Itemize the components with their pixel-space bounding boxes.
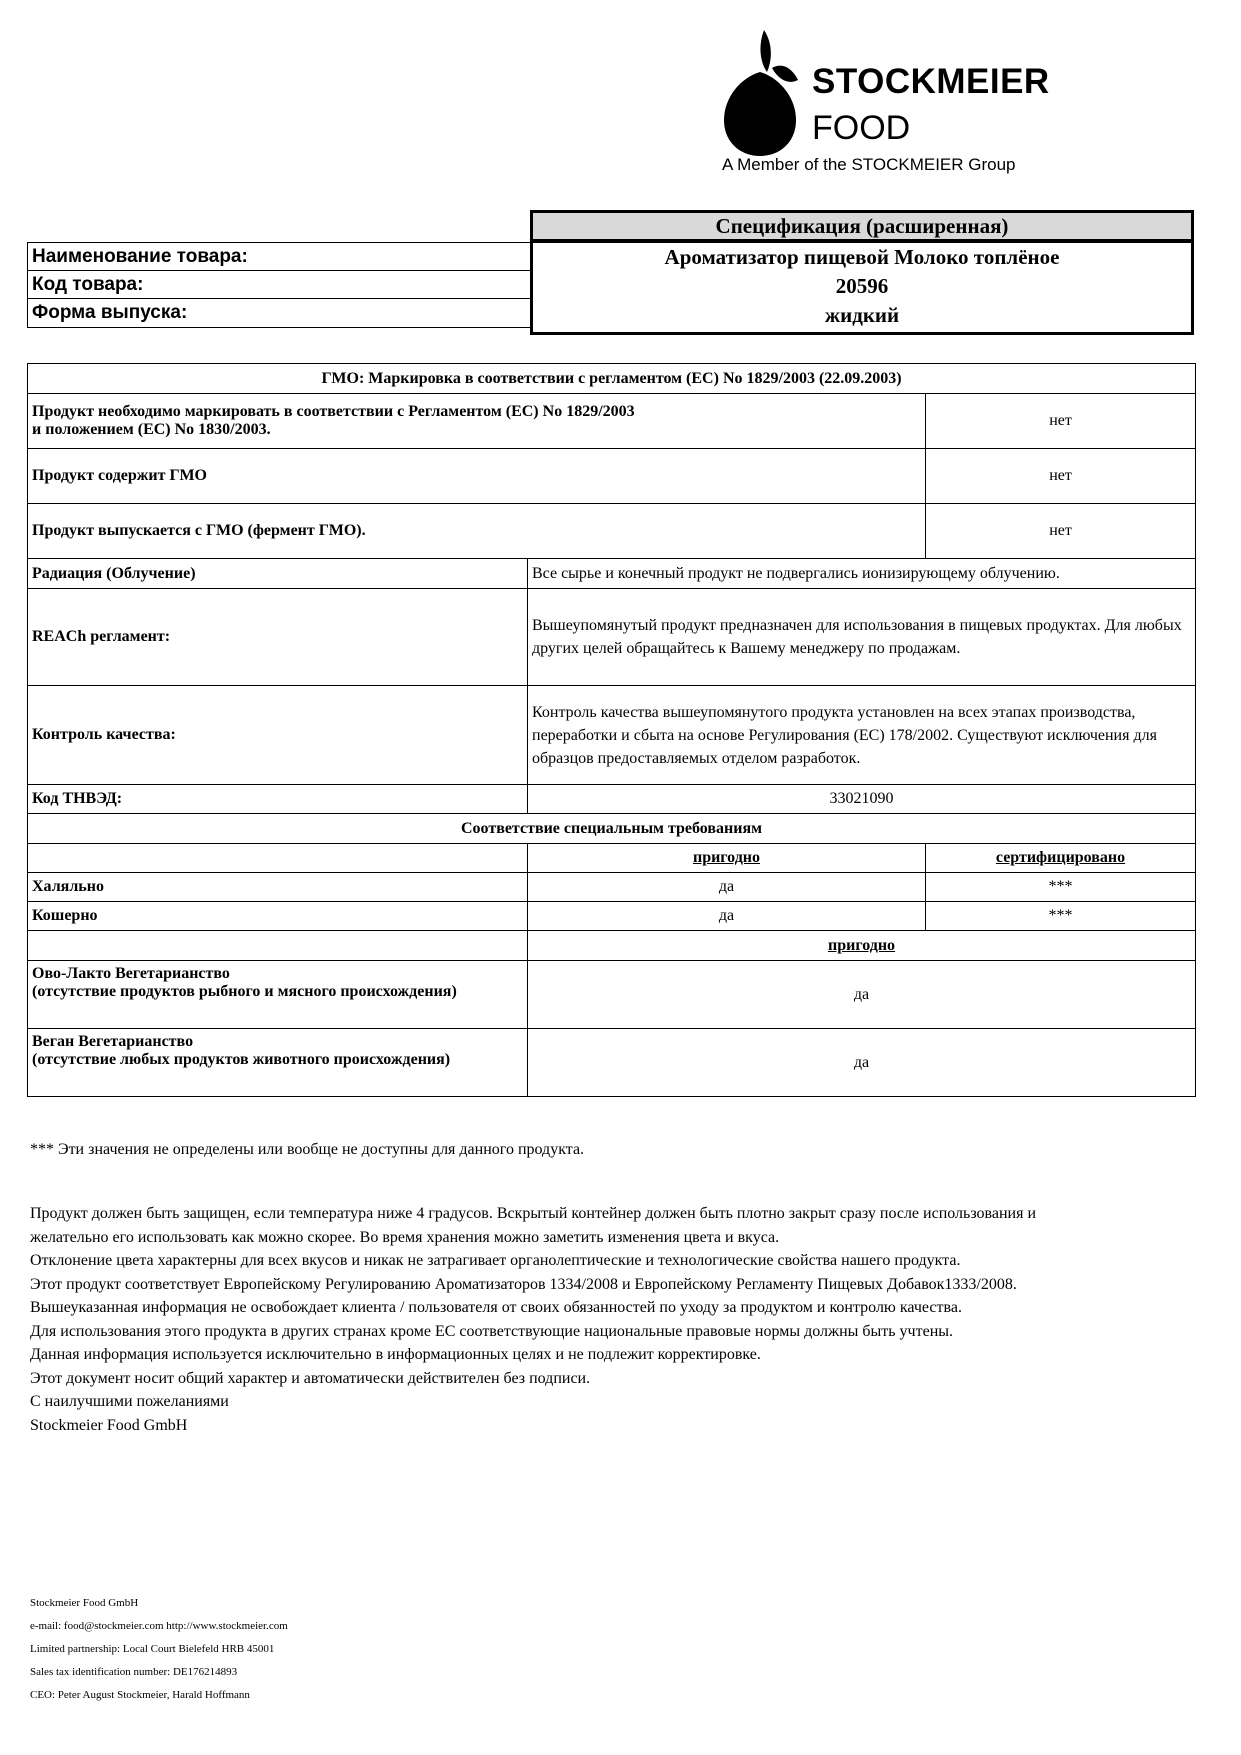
body-line: Продукт должен быть защищен, если температура ниже 4 градусов. Вскрытый контейнер должен быть плотно закрыт сразу после использования и [30, 1205, 1037, 1222]
quality-value: Контроль качества вышеупомянутого продукта установлен на всех этапах производства, переработки и сбыта на основе Регулирования (ЕС) 178/2002. Существуют исключения для образцов предоставляемых отделом разработок. [528, 686, 1196, 785]
radiation-label: Радиация (Облучение) [28, 559, 528, 589]
footer [30, 1592, 288, 1707]
footer-ceo: CEO: Peter August Stockmeier, Harald Hoffmann [30, 1689, 250, 1701]
kosher-label: Кошерно [28, 902, 528, 931]
body-line: желательно его использовать как можно скорее. Во время хранения можно заметить изменения цвета и вкуса. [30, 1228, 780, 1246]
special-title: Соответствие специальным требованиям [28, 814, 1196, 844]
gmo-row-label: Продукт содержит ГМО [28, 449, 926, 504]
footer-company: Stockmeier Food GmbH [30, 1597, 139, 1609]
body-line: Для использования этого продукта в других странах кроме ЕС соответствующие национальные правовые нормы должны быть учтены. [30, 1322, 954, 1340]
tnved-value: 33021090 [528, 785, 1196, 814]
product-name-value: Ароматизатор пищевой Молоко топлёное [664, 245, 1060, 269]
asterisk-note: *** Эти значения не определены или вообще не доступны для данного продукта. [30, 1141, 585, 1158]
reach-label: REACh регламент: [28, 589, 528, 686]
kosher-suitable: да [528, 902, 926, 931]
product-form-value: жидкий [824, 303, 900, 327]
gmo-row-value: нет [926, 504, 1196, 559]
footer-vat: Sales tax identification number: DE176214893 [30, 1666, 238, 1678]
body-line: Отклонение цвета характерны для всех вкусов и никак не затрагивает органолептические и технологические свойства нашего продукта. [30, 1252, 961, 1269]
gmo-title: ГМО: Маркировка в соответствии с регламентом (ЕС) No 1829/2003 (22.09.2003) [28, 364, 1196, 394]
spec-table [27, 363, 1196, 1097]
body-text [30, 1202, 1200, 1437]
radiation-value: Все сырье и конечный продукт не подвергались ионизирующему облучению. [528, 559, 1196, 589]
ovo-lacto-title: Ово-Лакто Вегетарианство [32, 965, 230, 982]
product-name-label: Наименование товара: [28, 243, 531, 271]
footer-court: Limited partnership: Local Court Bielefeld HRB 45001 [30, 1643, 275, 1655]
col-certified: сертифицировано [926, 844, 1196, 873]
footer-contact: e-mail: food@stockmeier.com http://www.stockmeier.com [30, 1620, 288, 1632]
vegan-title: Веган Вегетарианство [32, 1033, 194, 1050]
brand-tagline: A Member of the STOCKMEIER Group [722, 155, 1016, 174]
product-form-label: Форма выпуска: [32, 302, 188, 323]
gmo-row-label [28, 394, 926, 449]
vegan-label [28, 1029, 528, 1097]
empty-cell [28, 931, 528, 961]
kosher-certified: *** [926, 902, 1196, 931]
gmo-row-value: нет [926, 449, 1196, 504]
gmo-row-value: нет [926, 394, 1196, 449]
empty-cell [28, 844, 528, 873]
halal-label: Халяльно [28, 873, 528, 902]
body-line: Этот документ носит общий характер и автоматически действителен без подписи. [30, 1369, 591, 1387]
body-line: Stockmeier Food GmbH [30, 1416, 188, 1434]
product-code-value: 20596 [835, 274, 889, 298]
vegan-value: да [528, 1029, 1196, 1097]
header-labels [27, 242, 531, 328]
body-line: Вышеуказанная информация не освобождает клиента / пользователя от своих обязанностей по уходу за продуктом и контролю качества. [30, 1299, 962, 1316]
brand-name: STOCKMEIER [812, 62, 1050, 101]
col-suitable: пригодно [528, 844, 926, 873]
col-suitable-veg: пригодно [528, 931, 1196, 961]
brand-subname: FOOD [812, 109, 911, 147]
body-line: С наилучшими пожеланиями [30, 1393, 229, 1410]
halal-certified: *** [926, 873, 1196, 902]
ovo-lacto-value: да [528, 961, 1196, 1029]
reach-value: Вышеупомянутый продукт предназначен для использования в пищевых продуктах. Для любых других целей обращайтесь к Вашему менеджеру по продажам. [528, 589, 1196, 686]
gmo-row-label-line2: и положением (ЕС) No 1830/2003. [32, 421, 271, 438]
tnved-label: Код ТНВЭД: [28, 785, 528, 814]
gmo-row-label-line1: Продукт необходимо маркировать в соответствии с Регламентом (ЕС) No 1829/2003 [32, 403, 635, 420]
body-line: Этот продукт соответствует Европейскому Регулированию Ароматизаторов 1334/2008 и Европейскому Регламенту Пищевых Добавок1333/2008. [30, 1275, 1017, 1293]
vegan-note: (отсутствие любых продуктов животного происхождения) [32, 1051, 451, 1068]
header-values [530, 240, 1194, 335]
body-line: Данная информация используется исключительно в информационных целях и не подлежит корректировке. [30, 1346, 761, 1363]
pear-leaf-icon [720, 28, 802, 160]
ovo-lacto-label [28, 961, 528, 1029]
product-code-label: Код товара: [28, 271, 531, 299]
quality-label: Контроль качества: [28, 686, 528, 785]
gmo-row-label: Продукт выпускается с ГМО (фермент ГМО). [28, 504, 926, 559]
ovo-lacto-note: (отсутствие продуктов рыбного и мясного происхождения) [32, 983, 457, 1000]
spec-title: Спецификация (расширенная) [530, 210, 1194, 242]
halal-suitable: да [528, 873, 926, 902]
company-logo [720, 24, 1050, 184]
